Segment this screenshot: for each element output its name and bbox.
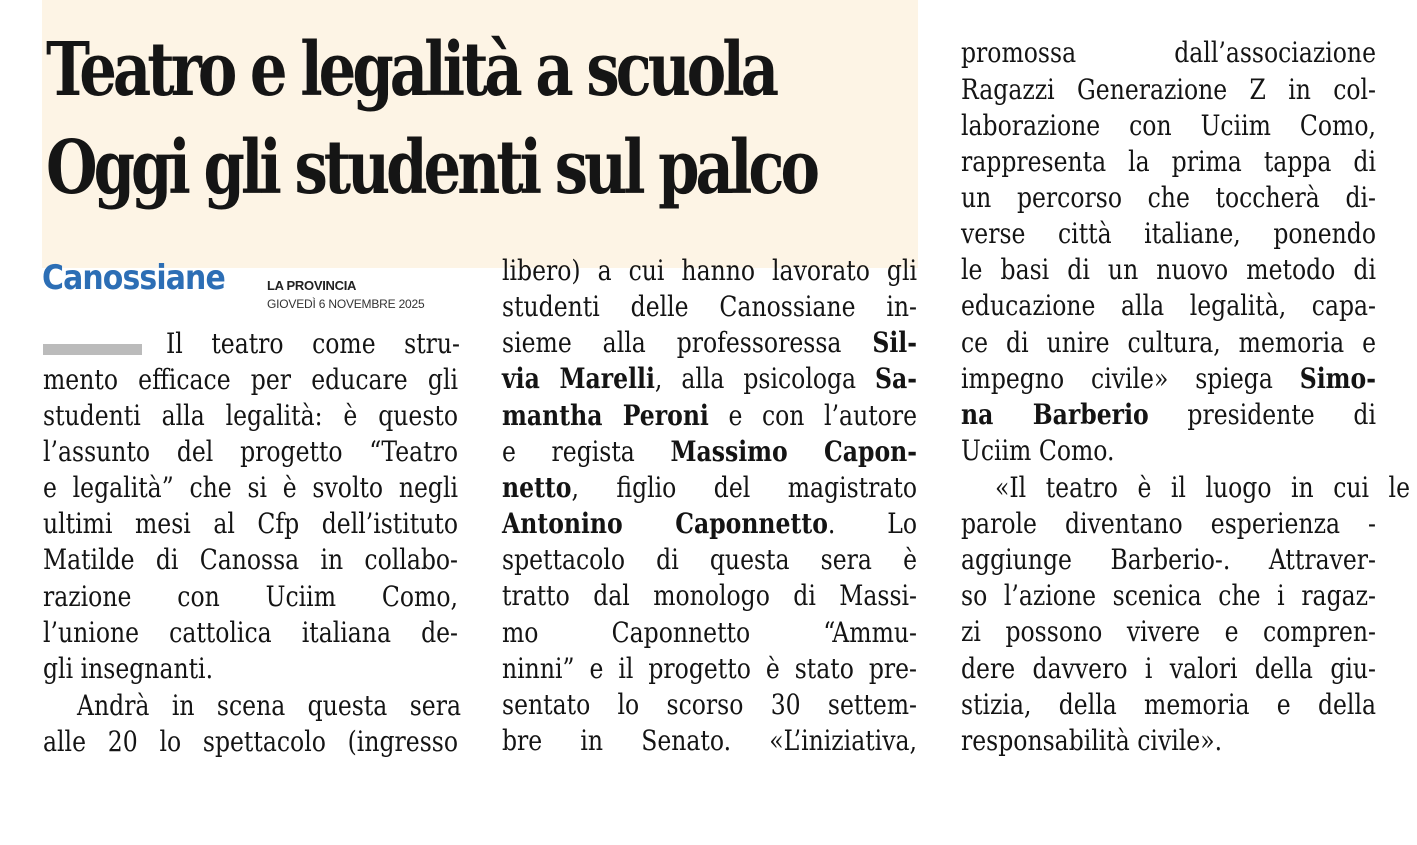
lead-marker-bar bbox=[43, 344, 142, 355]
article-line bbox=[961, 579, 1377, 612]
text-run: e legalità” che si è svolto negli bbox=[43, 471, 458, 504]
article-line bbox=[961, 543, 1377, 576]
article-line bbox=[43, 435, 458, 468]
text-run: educazione alla legalità, capa- bbox=[961, 289, 1376, 322]
text-run: studenti alla legalità: è questo bbox=[43, 399, 458, 432]
article-line bbox=[502, 507, 917, 540]
article-line bbox=[166, 327, 460, 360]
article-line bbox=[502, 543, 917, 576]
article-line bbox=[502, 399, 917, 432]
article-line bbox=[502, 652, 918, 685]
text-run: responsabilità civile». bbox=[961, 724, 1223, 757]
article-line bbox=[995, 471, 1411, 504]
text-run: . Lo bbox=[827, 507, 917, 540]
text-run: parole diventano esperienza - bbox=[961, 507, 1376, 540]
headline-line-1: Teatro e legalità a scuola bbox=[46, 27, 776, 113]
article-line bbox=[961, 181, 1376, 214]
article-line bbox=[502, 616, 917, 649]
text-run: ninni” e il progetto è stato pre- bbox=[502, 652, 918, 685]
text-run: Ragazzi Generazione Z in col- bbox=[961, 73, 1377, 106]
text-run: dere davvero i valori della giu- bbox=[961, 652, 1376, 685]
article-line bbox=[43, 725, 459, 758]
article-line bbox=[43, 616, 458, 649]
text-run: aggiunge Barberio-. Attraver- bbox=[961, 543, 1377, 576]
article-line bbox=[961, 398, 1377, 431]
article-line bbox=[43, 652, 214, 685]
article-line bbox=[43, 471, 458, 504]
text-run: l’unione cattolica italiana de- bbox=[43, 616, 458, 649]
bold-name: Massimo Capon- bbox=[670, 435, 917, 468]
text-run: l’assunto del progetto “Teatro bbox=[43, 435, 458, 468]
article-line bbox=[961, 253, 1376, 286]
text-run: alle 20 lo spettacolo (ingresso bbox=[43, 725, 459, 758]
text-run: libero) a cui hanno lavorato gli bbox=[502, 254, 917, 287]
bold-name: Sil- bbox=[872, 326, 917, 359]
bold-name: mantha Peroni bbox=[502, 399, 709, 432]
article-line bbox=[43, 507, 458, 540]
text-run: zi possono vivere e compren- bbox=[961, 615, 1376, 648]
article-line bbox=[961, 109, 1376, 142]
article-line bbox=[961, 652, 1376, 685]
article-line bbox=[502, 326, 917, 359]
article-line bbox=[43, 543, 459, 576]
section-kicker: Canossiane bbox=[42, 258, 225, 298]
bold-name: via Marelli bbox=[502, 362, 655, 395]
article-line bbox=[961, 36, 1376, 69]
article-line bbox=[502, 254, 917, 287]
headline-line-2: Oggi gli studenti sul palco bbox=[46, 125, 816, 211]
text-run: , figlio del magistrato bbox=[571, 471, 917, 504]
text-run: presidente di bbox=[1148, 398, 1377, 431]
article-line bbox=[961, 217, 1376, 250]
article-line bbox=[502, 362, 917, 395]
article-line bbox=[502, 435, 917, 468]
text-run: mo Caponnetto “Ammu- bbox=[502, 616, 917, 649]
article-line bbox=[961, 145, 1377, 178]
article-line bbox=[961, 724, 1223, 757]
article-line bbox=[43, 399, 458, 432]
text-run: laborazione con Uciim Como, bbox=[961, 109, 1376, 142]
text-run: rappresenta la prima tappa di bbox=[961, 145, 1377, 178]
text-run: le basi di un nuovo metodo di bbox=[961, 253, 1376, 286]
text-run: spettacolo di questa sera è bbox=[502, 543, 917, 576]
article-line bbox=[502, 688, 917, 721]
text-run: Andrà in scena questa sera bbox=[77, 689, 461, 722]
article-line bbox=[961, 289, 1376, 322]
article-line bbox=[502, 290, 917, 323]
article-line bbox=[961, 73, 1377, 106]
publication-name: LA PROVINCIA bbox=[267, 278, 357, 293]
article-line bbox=[502, 471, 917, 504]
text-run: impegno civile» spiega bbox=[961, 362, 1300, 395]
text-run: Il teatro come stru- bbox=[166, 327, 460, 360]
bold-name: netto bbox=[502, 471, 572, 504]
article-line bbox=[502, 724, 917, 757]
article-line bbox=[43, 580, 458, 613]
text-run: so l’azione scenica che i ragaz- bbox=[961, 579, 1377, 612]
bold-name: Sa- bbox=[875, 362, 917, 395]
text-run: bre in Senato. «L’iniziativa, bbox=[502, 724, 917, 757]
article-line bbox=[502, 579, 917, 612]
article-line bbox=[961, 688, 1376, 721]
text-run: promossa dall’associazione bbox=[961, 36, 1376, 69]
text-run: gli insegnanti. bbox=[43, 652, 214, 685]
text-run: e con l’autore bbox=[708, 399, 917, 432]
text-run: ultimi mesi al Cfp dell’istituto bbox=[43, 507, 458, 540]
text-run: stizia, della memoria e della bbox=[961, 688, 1376, 721]
text-run: Matilde di Canossa in collabo- bbox=[43, 543, 459, 576]
publication-date: GIOVEDÌ 6 NOVEMBRE 2025 bbox=[267, 297, 425, 311]
bold-name: na Barberio bbox=[961, 398, 1149, 431]
text-run: razione con Uciim Como, bbox=[43, 580, 458, 613]
article-line bbox=[961, 326, 1376, 359]
text-run: verse città italiane, ponendo bbox=[961, 217, 1376, 250]
bold-name: Antonino Caponnetto bbox=[502, 507, 828, 540]
text-run: ce di unire cultura, memoria e bbox=[961, 326, 1376, 359]
text-run: studenti delle Canossiane in- bbox=[502, 290, 917, 323]
article-line bbox=[77, 689, 461, 722]
text-run: tratto dal monologo di Massi- bbox=[502, 579, 917, 612]
article-line bbox=[961, 615, 1376, 648]
bold-name: Simo- bbox=[1299, 362, 1376, 395]
text-run: Uciim Como. bbox=[961, 434, 1115, 467]
text-run: «Il teatro è il luogo in cui le bbox=[995, 471, 1411, 504]
article-line bbox=[961, 362, 1376, 395]
article-line bbox=[961, 434, 1115, 467]
text-run: sieme alla professoressa bbox=[502, 326, 873, 359]
text-run: , alla psicologa bbox=[654, 362, 876, 395]
article-line bbox=[43, 363, 458, 396]
text-run: e regista bbox=[502, 435, 671, 468]
text-run: mento efficace per educare gli bbox=[43, 363, 458, 396]
text-run: sentato lo scorso 30 settem- bbox=[502, 688, 917, 721]
text-run: un percorso che toccherà di- bbox=[961, 181, 1376, 214]
article-line bbox=[961, 507, 1376, 540]
